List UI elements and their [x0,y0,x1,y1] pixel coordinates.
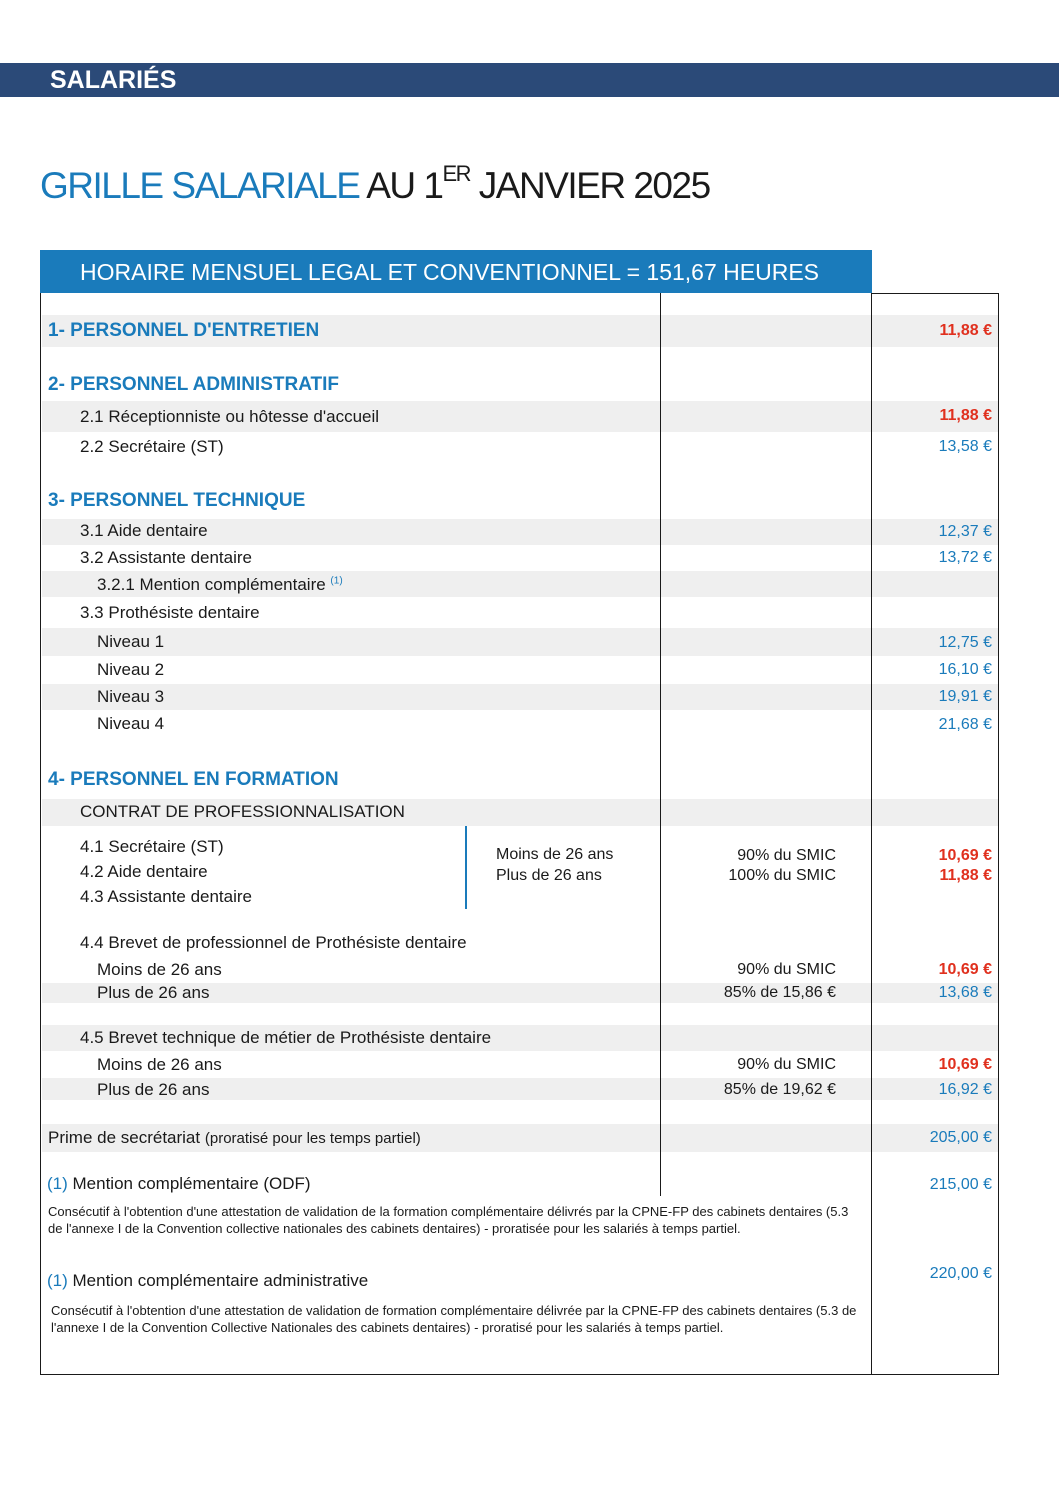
footnote-text: Consécutif à l'obtention d'une attestation de validation de formation complémentaire délivrée par la CPNE-FP des cabinets dentaires (5.3 de l'annexe I de la Convention Collective Nationales des cabinets dentaires) - proratisé pour les salariés à temps partiel. [51,1303,857,1335]
banner-label: SALARIÉS [50,66,177,94]
price-value: 16,10 € [938,661,992,678]
title-part3: JANVIER 2025 [470,165,710,206]
row-label [47,1174,311,1194]
section-title: 1- PERSONNEL D'ENTRETIEN [48,320,320,341]
rate-label: 90% du SMIC [737,1056,836,1073]
row-label [48,1128,421,1148]
row-label: 4.2 Aide dentaire [80,862,208,881]
row-label: 3.2 Assistante dentaire [80,548,253,567]
prime-label: Prime de secrétariat [48,1128,201,1147]
row-label: 4.1 Secrétaire (ST) [80,837,224,856]
footnote-ref: (1) [47,1271,68,1290]
odf-label: Mention complémentaire (ODF) [67,1174,311,1193]
age-label: Moins de 26 ans [496,846,614,863]
footnote-ref: (1) [330,575,343,587]
price-value: 10,69 € [938,961,992,978]
row-label: Niveau 3 [97,687,165,706]
price-value: 19,91 € [938,688,992,705]
table-border-top [871,293,999,294]
table-header-label: HORAIRE MENSUEL LEGAL ET CONVENTIONNEL = 151,67 HEURES [80,259,819,285]
price-value: 16,92 € [938,1081,992,1098]
row-label: 2.2 Secrétaire (ST) [80,437,224,456]
row-label: Moins de 26 ans [97,960,222,979]
row-label: Plus de 26 ans [97,983,210,1002]
table-border-left [40,293,41,1375]
footnote-ref: (1) [47,1174,68,1193]
price-value: 11,88 € [939,407,992,424]
row-stripe [42,628,998,656]
rate-label: 90% du SMIC [737,961,836,978]
row-label [97,575,343,595]
price-value: 13,72 € [938,549,992,566]
price-value: 10,69 € [938,1056,992,1073]
bracket-line [465,826,467,909]
row-label: Niveau 2 [97,660,165,679]
age-label: Plus de 26 ans [496,867,602,884]
table-border-right [998,293,999,1375]
price-value: 21,68 € [938,716,992,733]
row-label [47,1271,368,1291]
section-banner [0,63,1059,97]
rate-label: 85% de 19,62 € [723,1081,836,1098]
rate-label: 85% de 15,86 € [723,984,836,1001]
title-sup: ER [442,161,471,186]
title-part1: GRILLE SALARIALE [40,165,360,206]
price-value: 11,88 € [939,867,992,884]
price-value: 205,00 € [929,1129,992,1146]
section-title: 3- PERSONNEL TECHNIQUE [48,490,306,511]
price-value: 215,00 € [929,1176,992,1193]
row-label: 3.1 Aide dentaire [80,521,208,540]
footnote-text: Consécutif à l'obtention d'une attestation de validation de la formation complémentaire délivrés par la CPNE-FP des cabinets dentaires (5.3 de l'annexe I de la Convention collective nationales des cabinets dentaires) - proratisée pour les salariés à temps partiel. [48,1204,849,1236]
price-value: 13,58 € [938,438,992,455]
table-divider-middle [660,293,661,1196]
price-value: 10,69 € [938,847,992,864]
row-label: 4.5 Brevet technique de métier de Prothésiste dentaire [80,1028,492,1047]
table-border-bottom [40,1374,999,1375]
row-label: 3.3 Prothésiste dentaire [80,603,260,622]
row-label: Niveau 1 [97,632,165,651]
section-title: 4- PERSONNEL EN FORMATION [48,769,339,790]
row-stripe [42,684,998,710]
row-label: Plus de 26 ans [97,1080,210,1099]
page-title [40,161,710,207]
prime-sub: (proratisé pour les temps partiel) [204,1130,421,1147]
row-label: 4.4 Brevet de professionnel de Prothésiste dentaire [80,933,467,952]
row-label: Niveau 4 [97,714,165,733]
table-header [40,250,872,293]
price-value: 220,00 € [929,1265,992,1282]
row-label: Moins de 26 ans [97,1055,222,1074]
rate-label: 100% du SMIC [728,867,836,884]
row-label: CONTRAT DE PROFESSIONNALISATION [80,802,405,821]
row-label: 4.3 Assistante dentaire [80,887,253,906]
price-value: 13,68 € [938,984,992,1001]
admin-label: Mention complémentaire administrative [67,1271,369,1290]
row-label: 2.1 Réceptionniste ou hôtesse d'accueil [80,407,380,426]
price-value: 12,37 € [938,523,992,540]
row-label-text: 3.2.1 Mention complémentaire [97,575,326,594]
price-value: 11,88 € [939,322,992,339]
section-title: 2- PERSONNEL ADMINISTRATIF [48,374,339,395]
title-part2: AU 1 [359,165,443,206]
rate-label: 90% du SMIC [737,847,836,864]
price-value: 12,75 € [938,634,992,651]
